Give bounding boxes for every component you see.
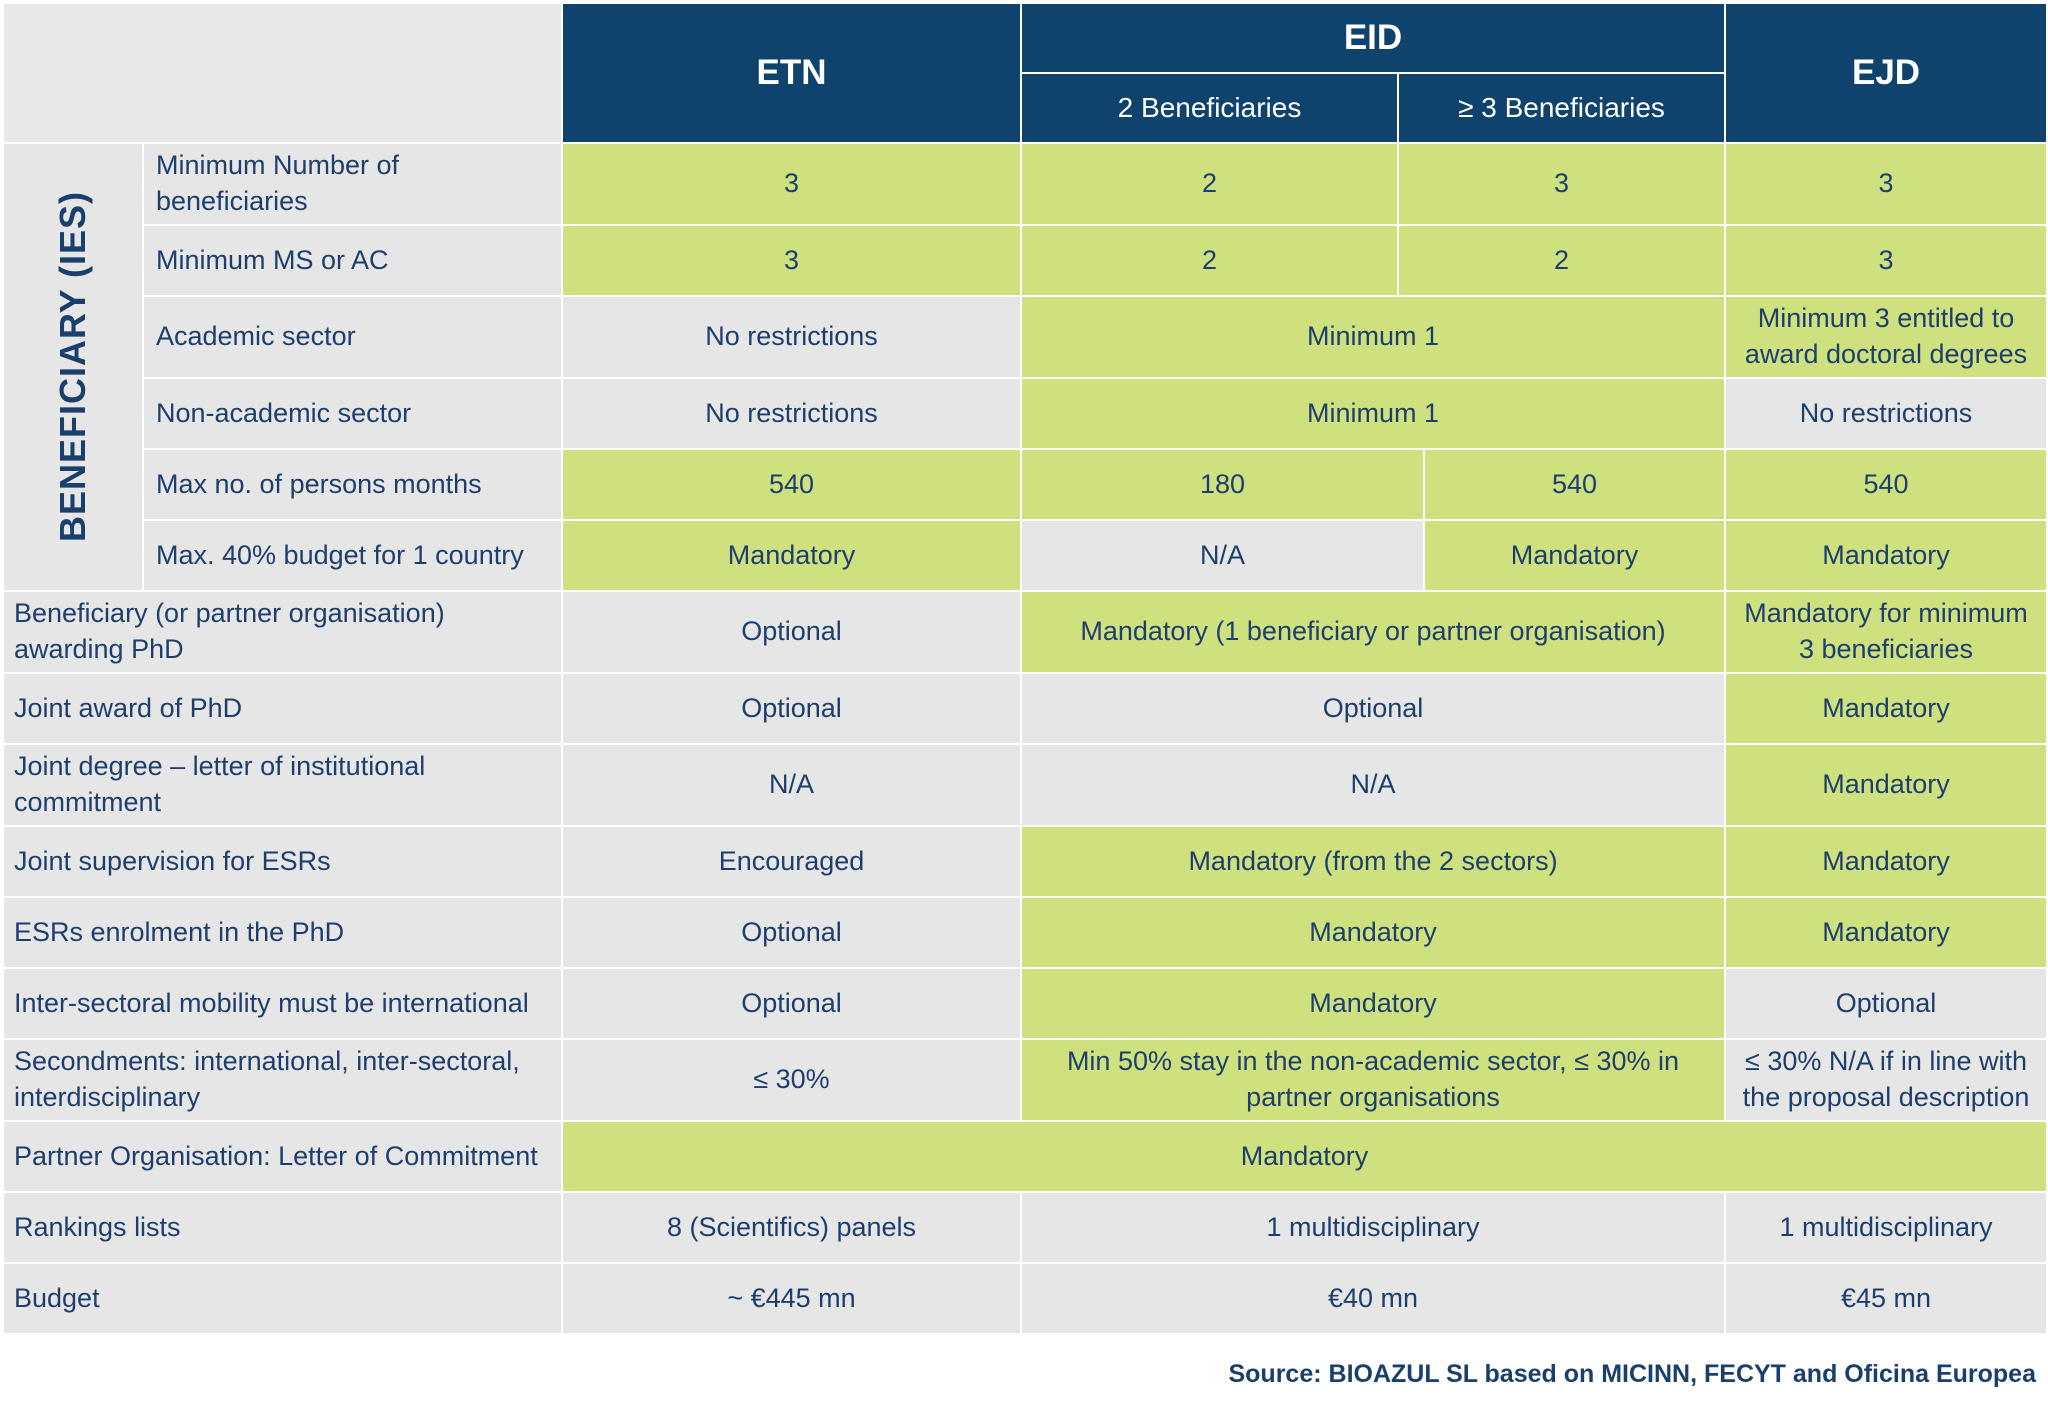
row-label: Partner Organisation: Letter of Commitment <box>3 1121 562 1192</box>
cell-etn: N/A <box>562 744 1021 826</box>
cell-etn: Optional <box>562 968 1021 1039</box>
cell-eid: Optional <box>1021 673 1725 744</box>
row-label: ESRs enrolment in the PhD <box>3 897 562 968</box>
cell-etn: No restrictions <box>562 378 1021 449</box>
cell-eid: Minimum 1 <box>1021 296 1725 378</box>
group-label-beneficiary: BENEFICIARY (IES) <box>3 143 143 591</box>
row-label: Rankings lists <box>3 1192 562 1263</box>
cell-ejd: €45 mn <box>1725 1263 2047 1334</box>
cell-eid: Min 50% stay in the non-academic sector, ≤ 30% in partner organisations <box>1021 1039 1725 1121</box>
header-ejd: EJD <box>1725 3 2047 143</box>
table-row <box>3 1039 2047 1121</box>
cell-etn: Optional <box>562 591 1021 673</box>
table-row <box>3 673 2047 744</box>
cell-eid: Mandatory (1 beneficiary or partner organisation) <box>1021 591 1725 673</box>
cell-ejd: Mandatory <box>1725 826 2047 897</box>
header-eid: EID <box>1021 3 1725 73</box>
row-label: Minimum Number of beneficiaries <box>143 143 562 225</box>
cell-ejd: Mandatory <box>1725 744 2047 826</box>
cell-ejd: 3 <box>1725 143 2047 225</box>
table-row <box>3 296 2047 378</box>
table-row <box>3 520 2047 591</box>
table-row <box>3 1263 2047 1334</box>
cell-ejd: Optional <box>1725 968 2047 1039</box>
cell-ejd: Minimum 3 entitled to award doctoral degrees <box>1725 296 2047 378</box>
row-label: Beneficiary (or partner organisation) awarding PhD <box>3 591 562 673</box>
cell-ejd: Mandatory <box>1725 673 2047 744</box>
source-note: Source: BIOAZUL SL based on MICINN, FECYT and Oficina Europea <box>1228 1360 2036 1388</box>
row-label: Max. 40% budget for 1 country <box>143 520 562 591</box>
cell-eid-2: 2 <box>1021 143 1398 225</box>
table-row <box>3 143 2047 225</box>
cell-etn: 8 (Scientifics) panels <box>562 1192 1021 1263</box>
cell-eid: 1 multidisciplinary <box>1021 1192 1725 1263</box>
cell-all: Mandatory <box>562 1121 2047 1192</box>
table-row <box>3 968 2047 1039</box>
header-eid-3-beneficiaries: ≥ 3 Beneficiaries <box>1398 73 1725 143</box>
table-row <box>3 826 2047 897</box>
cell-eid-2: 180 <box>1021 449 1424 520</box>
cell-ejd: 1 multidisciplinary <box>1725 1192 2047 1263</box>
cell-eid-3: 2 <box>1398 225 1725 296</box>
cell-ejd: Mandatory <box>1725 897 2047 968</box>
cell-etn: 540 <box>562 449 1021 520</box>
cell-etn: ≤ 30% <box>562 1039 1021 1121</box>
row-label: Secondments: international, inter-sectoral, interdisciplinary <box>3 1039 562 1121</box>
cell-eid: €40 mn <box>1021 1263 1725 1334</box>
header-corner-blank <box>3 3 562 143</box>
row-label: Minimum MS or AC <box>143 225 562 296</box>
cell-eid-3: Mandatory <box>1424 520 1725 591</box>
cell-ejd: Mandatory for minimum 3 beneficiaries <box>1725 591 2047 673</box>
row-label: Budget <box>3 1263 562 1334</box>
row-label: Max no. of persons months <box>143 449 562 520</box>
row-label: Academic sector <box>143 296 562 378</box>
cell-eid: Mandatory <box>1021 897 1725 968</box>
cell-ejd: No restrictions <box>1725 378 2047 449</box>
cell-eid: N/A <box>1021 744 1725 826</box>
cell-ejd: 3 <box>1725 225 2047 296</box>
row-label: Joint degree – letter of institutional commitment <box>3 744 562 826</box>
header-eid-2-beneficiaries: 2 Beneficiaries <box>1021 73 1398 143</box>
cell-etn: No restrictions <box>562 296 1021 378</box>
comparison-table <box>2 2 2048 1335</box>
cell-etn: Optional <box>562 897 1021 968</box>
cell-etn: Encouraged <box>562 826 1021 897</box>
cell-etn: 3 <box>562 225 1021 296</box>
table-row <box>3 225 2047 296</box>
cell-eid-2: N/A <box>1021 520 1424 591</box>
row-label: Inter-sectoral mobility must be international <box>3 968 562 1039</box>
cell-ejd: 540 <box>1725 449 2047 520</box>
table-row <box>3 1121 2047 1192</box>
cell-eid-2: 2 <box>1021 225 1398 296</box>
cell-etn: 3 <box>562 143 1021 225</box>
cell-eid-3: 3 <box>1398 143 1725 225</box>
table-row <box>3 897 2047 968</box>
table-row <box>3 744 2047 826</box>
cell-eid: Mandatory <box>1021 968 1725 1039</box>
row-label: Joint award of PhD <box>3 673 562 744</box>
cell-eid: Mandatory (from the 2 sectors) <box>1021 826 1725 897</box>
table-row <box>3 591 2047 673</box>
cell-ejd: Mandatory <box>1725 520 2047 591</box>
table-row <box>3 449 2047 520</box>
cell-etn: Mandatory <box>562 520 1021 591</box>
cell-ejd: ≤ 30% N/A if in line with the proposal description <box>1725 1039 2047 1121</box>
cell-eid: Minimum 1 <box>1021 378 1725 449</box>
row-label: Joint supervision for ESRs <box>3 826 562 897</box>
header-etn: ETN <box>562 3 1021 143</box>
row-label: Non-academic sector <box>143 378 562 449</box>
table-row <box>3 1192 2047 1263</box>
table-row <box>3 378 2047 449</box>
cell-etn: ~ €445 mn <box>562 1263 1021 1334</box>
cell-eid-3: 540 <box>1424 449 1725 520</box>
cell-etn: Optional <box>562 673 1021 744</box>
